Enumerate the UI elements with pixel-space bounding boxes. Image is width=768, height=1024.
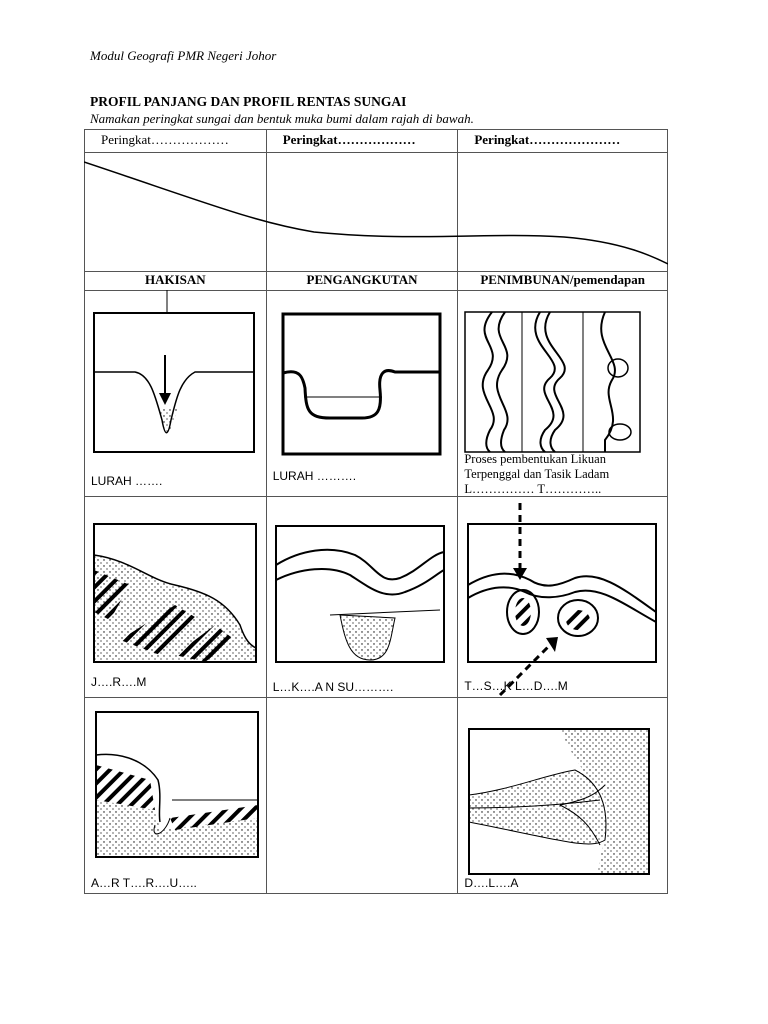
caption-meander-1: Proses pembentukan Likuan (464, 452, 606, 466)
process-transport: PENGANGKUTAN (266, 272, 458, 291)
u-valley-diagram (283, 314, 440, 454)
process-erosion: HAKISAN (85, 272, 267, 291)
caption-oxbow: T…S…K L…D….M (464, 679, 568, 693)
rapids-diagram (94, 524, 256, 662)
process-deposition: PENIMBUNAN/pemendapan (458, 272, 668, 291)
caption-u-valley: LURAH ………. (272, 469, 357, 483)
delta-diagram (469, 729, 649, 874)
v-valley-diagram (94, 313, 254, 452)
module-header: Modul Geografi PMR Negeri Johor (90, 48, 277, 63)
caption-meander-3: L…………… T………….. (464, 482, 602, 496)
caption-meander-2: Terpenggal dan Tasik Ladam (464, 467, 610, 481)
waterfall-diagram (96, 712, 258, 857)
caption-waterfall: A…R T….R….U….. (91, 876, 197, 890)
floodplain-diagram (276, 526, 444, 662)
stage-label-2: Peringkat……………… (282, 132, 416, 147)
caption-rapids: J….R….M (91, 675, 147, 689)
caption-levee: L…K….A N SU………. (272, 680, 394, 694)
worksheet-instruction: Namakan peringkat sungai dan bentuk muka bumi dalam rajah di bawah. (90, 111, 474, 126)
stage-label-3: Peringkat………………… (474, 132, 621, 147)
worksheet-title: PROFIL PANJANG DAN PROFIL RENTAS SUNGAI (90, 94, 407, 109)
oxbow-diagram (468, 503, 656, 695)
caption-v-valley: LURAH ……. (91, 474, 163, 488)
stage-label-1: Peringkat……………… (101, 132, 229, 147)
dashed-arrow-up (500, 645, 550, 695)
caption-delta: D….L….A (464, 876, 519, 890)
meander-diagram (465, 312, 640, 452)
